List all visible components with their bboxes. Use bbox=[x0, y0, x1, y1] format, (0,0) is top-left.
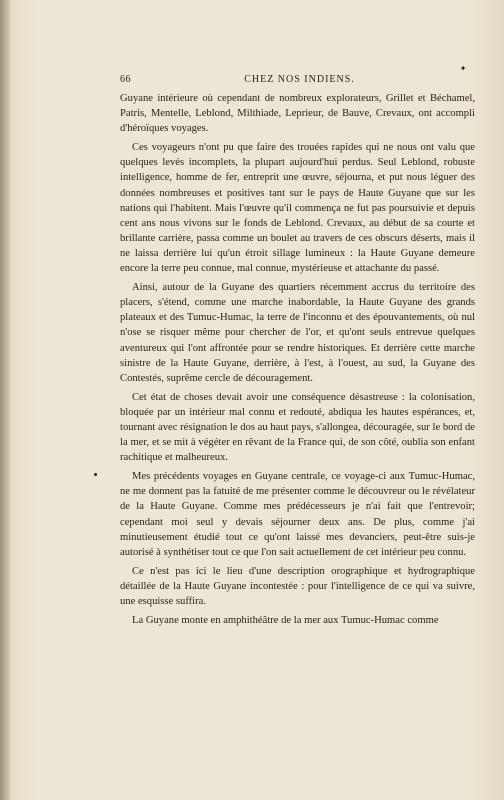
paragraph: Ce n'est pas ici le lieu d'une description orographique et hydrographique détaillée de la Haute Guyane incontestée : pour l'intelligence de ce qui va suivre, une esquisse suffira. bbox=[120, 565, 475, 607]
paragraph: Mes précédents voyages en Guyane centrale, ce voyage-ci aux Tumuc-Humac, ne me donnent pas la fatuité de me présenter comme le découvreur ou le révélateur de la Haute Guyane. Comme mes prédécesseurs je n'ai fait que l'entrevoir; cependant moi seul y devais séjourner deux ans. De plus, comme j'ai minutieusement étudié tout ce qu'ont laissé mes devanciers, peut-être suis-je autorisé à synthétiser tout ce que l'on sait actuellement de cet intérieur peu connu. bbox=[120, 471, 475, 558]
body-text bbox=[120, 91, 475, 632]
paragraph: Ainsi, autour de la Guyane des quartiers récemment accrus du territoire des placers, s'étend, comme une marche inabordable, la Haute Guyane des grands plateaux et des Tumuc-Humac, la terre de l'inconnu et des épouvantements, où nul n'ose se risquer même pour chercher de l'or, et qu'ont seuls entrevue quelques aventureux qui l'ont affrontée pour se rendre historiques. Et derrière cette marche sinistre de la Haute Guyane, derrière, à l'est, à l'ouest, au sud, la Guyane des Contestés, suprême cercle de découragement. bbox=[120, 282, 475, 384]
paragraph: Guyane intérieure où cependant de nombreux explorateurs, Grillet et Béchamel, Patris, Mentelle, Leblond, Milthiade, Leprieur, de Bauve, Crevaux, ont accompli d'héroïques voyages. bbox=[120, 93, 475, 135]
paragraph: Cet état de choses devait avoir une conséquence désastreuse : la colonisation, bloquée par un intérieur mal connu et redouté, abdiqua les hautes espérances, et, tournant avec résignation le dos au haut pays, s'allongea, découragée, sur le bord de la mer, et se mit à végéter en rêvant de la France qui, de son côté, oublia son enfant rachitique et malheureux. bbox=[120, 391, 475, 464]
page-number: 66 bbox=[120, 74, 131, 85]
binding-gutter bbox=[0, 0, 10, 800]
margin-dot bbox=[94, 473, 97, 476]
paragraph: La Guyane monte en amphithéâtre de la mer aux Tumuc-Humac comme bbox=[132, 615, 439, 627]
corner-mark: ✦ bbox=[459, 64, 467, 73]
running-title: CHEZ NOS INDIENS. bbox=[244, 74, 355, 85]
paragraph: Ces voyageurs n'ont pu que faire des trouées rapides qui ne nous ont valu que quelques levés incomplets, la plupart aujourd'hui perdus. Seul Leblond, robuste intelligence, homme de fer, entreprit une œuvre, séjourna, et put nous léguer des données nombreuses et positives tant sur le pays de Haute Guyane que sur les nations qui l'habitent. Mais l'œuvre qu'il commença ne fut pas poursuivie et depuis cent ans nous vivons sur le fonds de Leblond. Crevaux, au début de sa courte et brillante carrière, passa comme un boulet au travers de ces obscurs déserts, mais il ne laissa derrière lui qu'un étroit sillage lumineux : la Haute Guyane demeure encore la terre peu connue, mal connue, mystérieuse et attachante du passé. bbox=[120, 142, 475, 275]
